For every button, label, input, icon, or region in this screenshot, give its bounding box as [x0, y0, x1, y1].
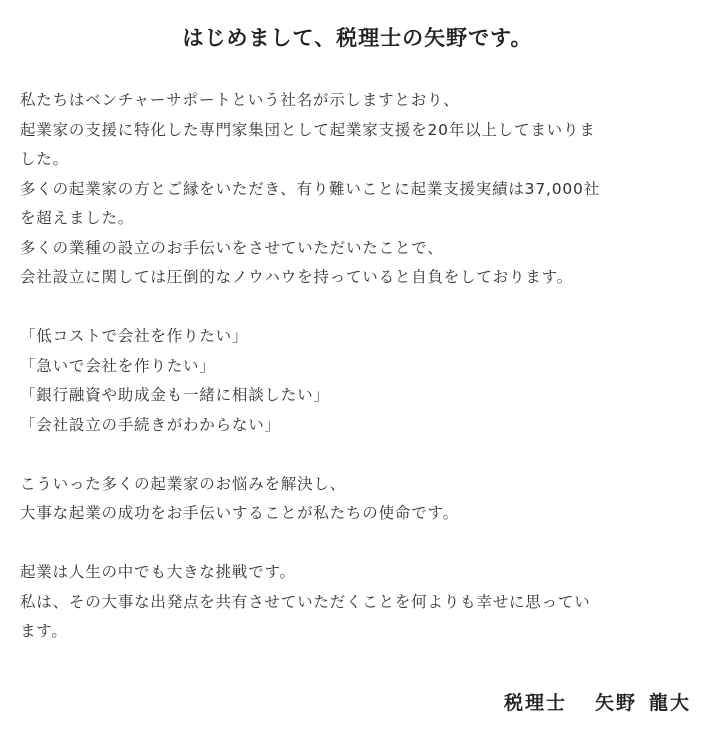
paragraph-intro — [20, 86, 700, 293]
signature-role: 税理士 — [503, 692, 567, 714]
paragraph-closing — [20, 558, 700, 647]
text-line: 起業家の支援に特化した専門家集団として起業家支援を20年以上してまいりま — [20, 120, 596, 139]
text-line: こういった多くの起業家のお悩みを解決し、 — [20, 474, 347, 493]
quote-line: 「銀行融資や助成金も一緒に相談したい」 — [20, 386, 330, 404]
text-line: 起業は人生の中でも大きな挑戦です。 — [20, 563, 296, 581]
signature-surname: 矢野 — [594, 692, 637, 714]
quote-line: 「急いで会社を作りたい」 — [20, 356, 216, 375]
message-body — [20, 86, 700, 647]
text-line: ます。 — [20, 622, 68, 640]
paragraph-quotes — [20, 322, 700, 440]
paragraph-mission — [20, 470, 700, 529]
page-title: はじめまして、税理士の矢野です。 — [182, 26, 533, 50]
text-line: した。 — [20, 150, 69, 168]
text-line: を超えました。 — [20, 209, 135, 227]
text-line: 多くの起業家の方とご縁をいただき、有り難いことに起業支援実績は37,000社 — [20, 179, 601, 198]
signature — [504, 688, 691, 715]
text-line: 私は、その大事な出発点を共有させていただくことを何よりも幸せに思ってい — [20, 592, 591, 611]
text-line: 大事な起業の成功をお手伝いすることが私たちの使命です。 — [20, 504, 459, 522]
quote-line: 「会社設立の手続きがわからない」 — [20, 415, 281, 434]
text-line: 会社設立に関しては圧倒的なノウハウを持っていると自負をしております。 — [20, 268, 573, 286]
signature-given-name: 龍大 — [648, 692, 691, 714]
text-line: 私たちはベンチャーサポートという社名が示しますとおり、 — [20, 91, 460, 109]
quote-line: 「低コストで会社を作りたい」 — [20, 327, 249, 345]
text-line: 多くの業種の設立のお手伝いをさせていただいたことで、 — [20, 238, 444, 257]
